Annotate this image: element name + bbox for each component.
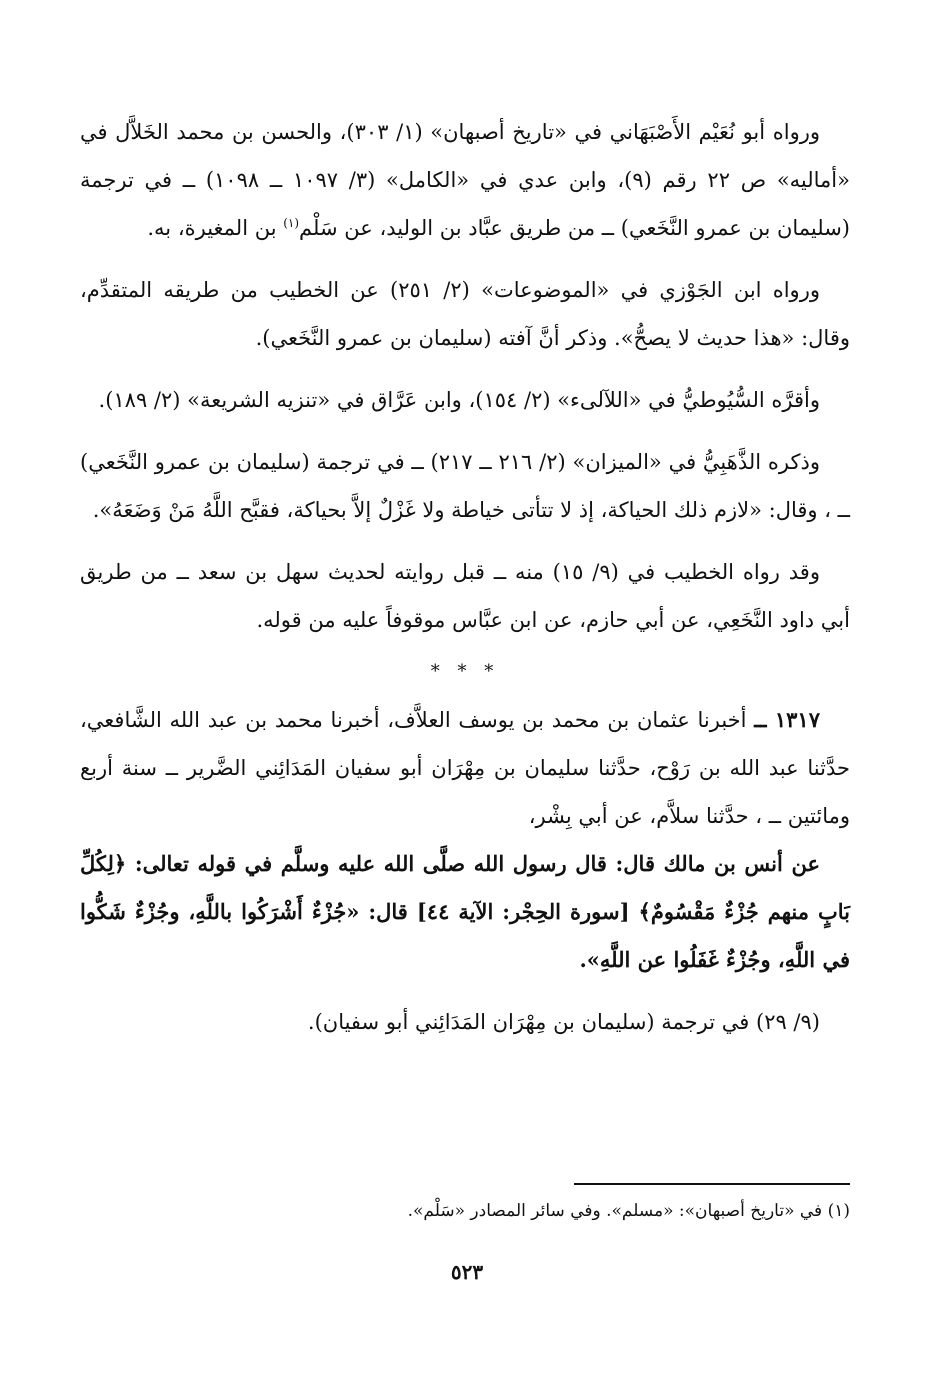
page-number: ٥٢٣ — [450, 1260, 484, 1284]
section-divider: * * * — [430, 661, 500, 682]
paragraph-1-text: ورواه أبو نُعَيْم الأَصْبَهَاني في «تاريخ أصبهان» (١/ ٣٠٣)، والحسن بن محمد الخَلاَّل في «أماليه» ص ٢٢ رقم (٩)، وابن عدي في «الكامل» (٣/ ١٠٩٧ ــ ١٠٩٨) ــ في ترجمة (سليمان بن عمرو النَّخَعي) ــ من طريق عبَّاد بن الوليد، عن سَلْم — [80, 120, 850, 240]
paragraph-1 — [80, 108, 850, 252]
footnote: (١) في «تاريخ أصبهان»: «مسلم». وفي سائر المصادر «سَلْم». — [407, 1201, 850, 1221]
hadith-1317-isnad — [80, 696, 850, 840]
hadith-1317-isnad-text: أخبرنا عثمان بن محمد بن يوسف العلاَّف، أخبرنا محمد بن عبد الله الشَّافعي، حدَّثنا عبد الله بن رَوْح، حدَّثنا سليمان بن مِهْرَان أبو سفيان المَدَائِني الضَّرير ــ سنة أربع ومائتين ــ ، حدَّثنا سلاَّم، عن أبي بِشْر، — [80, 708, 850, 828]
footnote-ref[interactable]: (١) — [283, 216, 300, 230]
footnote-separator — [574, 1183, 850, 1185]
hadith-1317-matn: عن أنس بن مالك قال: قال رسول الله صلَّى الله عليه وسلَّم في قوله تعالى: ﴿لِكُلِّ بَابٍ منهم جُزْءٌ مَقْسُومٌ﴾ [سورة الحِجْر: الآية ٤٤] قال: «جُزْءٌ أَشْرَكُوا باللَّهِ، وجُزْءٌ شَكُّوا في اللَّهِ، وجُزْءٌ غَفَلُوا عن اللَّهِ». — [80, 851, 850, 972]
paragraph-4: وذكره الذَّهَبِيُّ في «الميزان» (٢/ ٢١٦ ــ ٢١٧) ــ في ترجمة (سليمان بن عمرو النَّخَعي) ــ ، وقال: «لازم ذلك الحياكة، إذ لا تتأتى خياطة ولا غَزْلٌ إلاَّ بحياكة، فقبَّح اللَّهُ مَنْ وَضَعَهُ». — [80, 450, 850, 522]
hadith-number: ١٣١٧ ــ — [754, 707, 820, 732]
paragraph-5: وقد رواه الخطيب في (٩/ ١٥) منه ــ قبل روايته لحديث سهل بن سعد ــ من طريق أبي داود النَّخَعِي، عن أبي حازم، عن ابن عبَّاس موقوفاً عليه من قوله. — [80, 560, 850, 632]
main-text — [80, 108, 850, 1060]
paragraph-2: ورواه ابن الجَوْزي في «الموضوعات» (٢/ ٢٥١) عن الخطيب من طريقه المتقدِّم، وقال: «هذا حديث لا يصحُّ». وذكر أنَّ آفته (سليمان بن عمرو النَّخَعي). — [80, 278, 850, 350]
paragraph-1-end: بن المغيرة، به. — [147, 216, 284, 240]
hadith-1317-source: (٩/ ٢٩) في ترجمة (سليمان بن مِهْرَان المَدَائِني أبو سفيان). — [307, 1010, 820, 1034]
paragraph-3: وأقرَّه السُّيُوطيُّ في «اللآلىء» (٢/ ١٥٤)، وابن عَرَّاق في «تنزيه الشريعة» (٢/ ١٨٩). — [98, 388, 820, 412]
